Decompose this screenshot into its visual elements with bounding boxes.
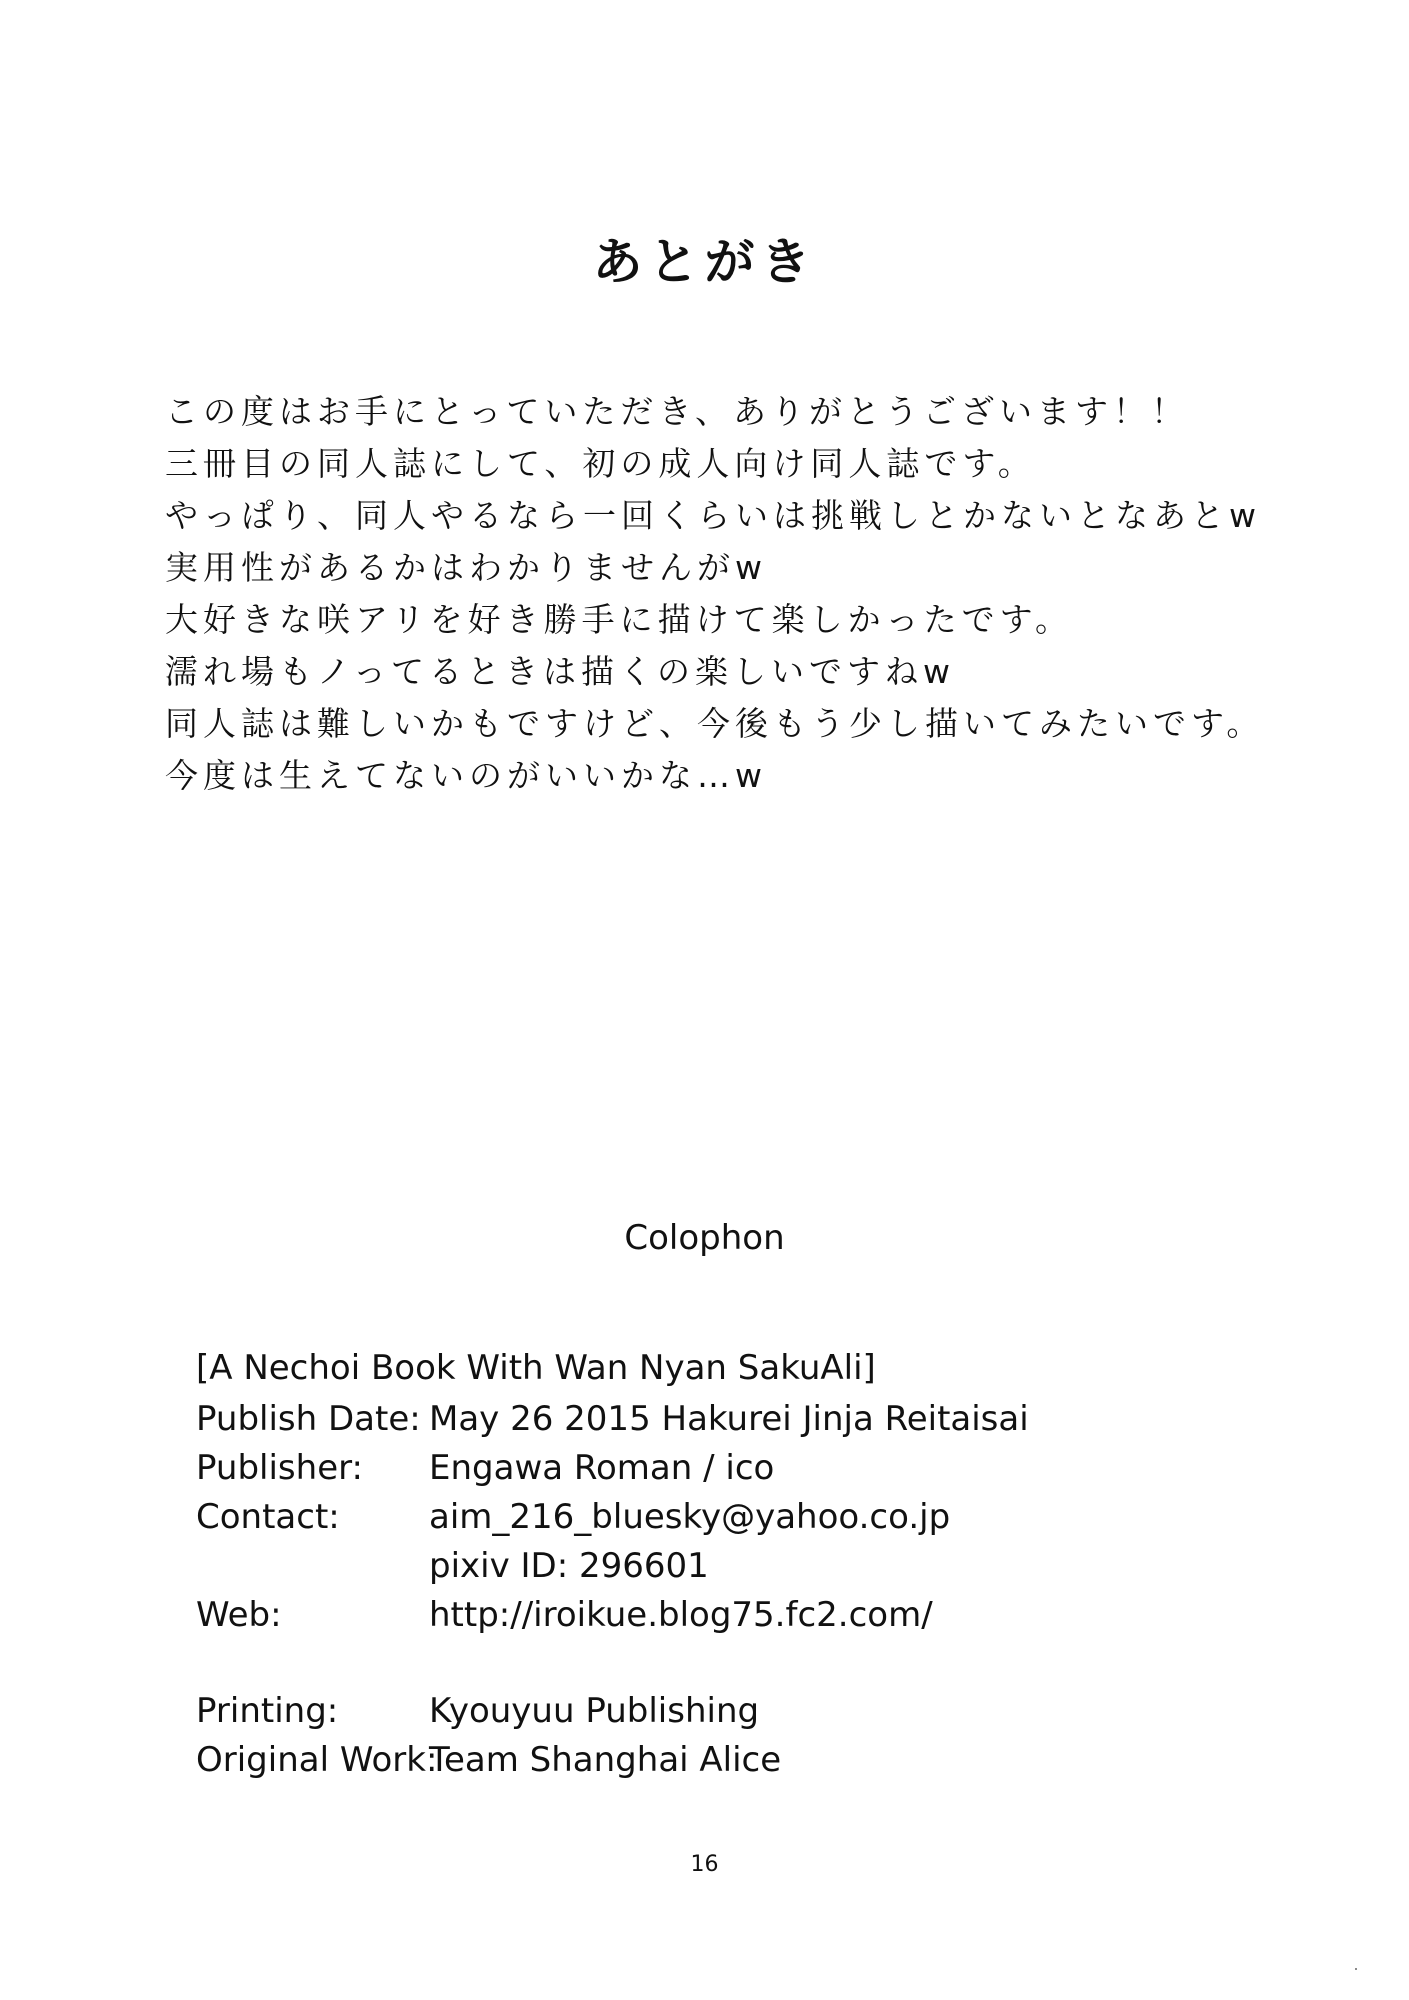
afterword-line: 大好きな咲アリを好き勝手に描けて楽しかったです。 [165,600,1074,639]
afterword-title: あとがき [592,233,817,291]
colophon-value: Engawa Roman / ico [429,1448,775,1488]
colophon-table [196,1395,1296,1640]
afterword-line: この度はお手にとっていただき、ありがとうございます！！ [165,392,1190,431]
colophon-row-publish-date [196,1395,1296,1444]
colophon-label: Publisher: [196,1448,363,1488]
colophon-book-title: [A Nechoi Book With Wan Nyan SakuAli] [196,1348,876,1388]
colophon-row-web [196,1591,1296,1640]
contact-email: aim_216_bluesky@yahoo.co.jp [429,1497,951,1537]
afterword-line: やっぱり、同人やるなら一回くらいは挑戦しとかないとなあとw [165,496,1261,535]
colophon-row-publisher [196,1444,1296,1493]
colophon-label: Printing: [196,1691,339,1731]
colophon-row-pixiv [196,1542,1296,1591]
colophon-label: Web: [196,1595,282,1635]
afterword-line: 実用性があるかはわかりませんがw [165,548,767,587]
colophon-label [196,1542,429,1591]
colophon-row-printing [196,1687,1296,1736]
colophon-value: Kyouyuu Publishing [429,1691,760,1731]
colophon-label: Original Work: [196,1740,438,1780]
colophon-print-table [196,1687,1296,1785]
web-url: http://iroikue.blog75.fc2.com/ [429,1595,933,1635]
colophon-heading: Colophon [624,1218,785,1258]
afterword-line: 今度は生えてないのがいいかな…w [165,756,767,795]
page-number: 16 [690,1852,719,1877]
colophon-row-original-work [196,1736,1296,1785]
colophon-row-contact [196,1493,1296,1542]
afterword-body [165,386,1315,802]
afterword-line: 同人誌は難しいかもですけど、今後もう少し描いてみたいです。 [165,704,1265,743]
scan-speck [1355,1968,1357,1970]
colophon-value: May 26 2015 Hakurei Jinja Reitaisai [429,1399,1029,1439]
colophon-label: Contact: [196,1497,340,1537]
colophon-label: Publish Date: [196,1399,421,1439]
afterword-line: 濡れ場もノってるときは描くの楽しいですねw [165,652,956,691]
colophon-value: Team Shanghai Alice [429,1740,782,1780]
afterword-line: 三冊目の同人誌にして、初の成人向け同人誌です。 [165,444,1036,483]
pixiv-id: pixiv ID: 296601 [429,1546,709,1586]
